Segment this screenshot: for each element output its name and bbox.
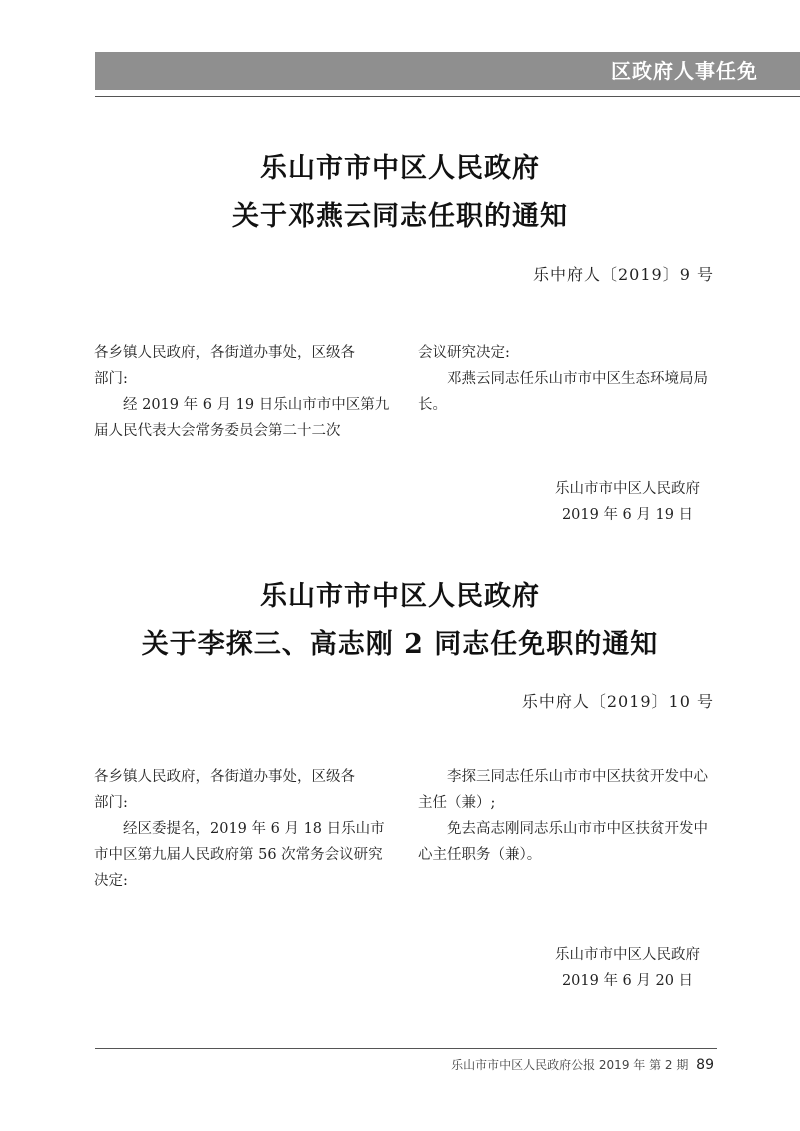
notice1-doc-number: 乐中府人〔2019〕9 号	[533, 265, 714, 284]
notice1-left-column	[94, 340, 394, 444]
notice2-issuer: 乐山市市中区人民政府	[555, 947, 700, 963]
notice1-salutation-line1: 各乡镇人民政府，各街道办事处，区级各	[94, 345, 355, 361]
footer-publication: 乐山市市中区人民政府公报 2019 年 第 2 期	[451, 1058, 689, 1072]
notice2-right-column	[418, 764, 718, 868]
header-band	[95, 52, 800, 90]
notice2-title-line1: 乐山市市中区人民政府	[260, 581, 540, 612]
notice1-right-column	[418, 340, 718, 418]
notice1-title-line1: 乐山市市中区人民政府	[260, 153, 540, 184]
section-title: 区政府人事任免	[611, 59, 758, 83]
notice2-signature	[555, 942, 700, 994]
notice2-salutation-line2: 部门:	[94, 795, 128, 811]
notice1-body-right2: 邓燕云同志任乐山市市中区生态环境局局长。	[418, 371, 708, 413]
notice2-body-right1: 李探三同志任乐山市市中区扶贫开发中心主任（兼）;	[418, 769, 708, 811]
notice2-date: 2019 年 6 月 20 日	[561, 973, 694, 989]
notice2-doc-number: 乐中府人〔2019〕10 号	[521, 692, 714, 711]
notice1-title-line2: 关于邓燕云同志任职的通知	[232, 201, 568, 232]
notice1-issuer: 乐山市市中区人民政府	[555, 481, 700, 497]
notice2-body-left: 经区委提名，2019 年 6 月 18 日乐山市市中区第九届人民政府第 56 次常务会议研究决定:	[94, 821, 385, 889]
notice1-body-right1: 会议研究决定:	[418, 345, 510, 361]
notice2-left-column	[94, 764, 394, 894]
notice1-signature	[555, 476, 700, 528]
page-number: 89	[696, 1057, 714, 1073]
footer-rule	[95, 1048, 717, 1049]
notice1-salutation-line2: 部门:	[94, 371, 128, 387]
notice1-body-left: 经 2019 年 6 月 19 日乐山市市中区第九届人民代表大会常务委员会第二十二次	[94, 397, 390, 439]
header-rule	[95, 96, 800, 97]
notice1-date: 2019 年 6 月 19 日	[561, 507, 694, 523]
footer	[451, 1056, 714, 1073]
notice2-title-line2: 关于李探三、高志刚 2 同志任免职的通知	[141, 629, 659, 660]
notice2-body-right2: 免去高志刚同志乐山市市中区扶贫开发中心主任职务（兼）。	[418, 821, 708, 863]
notice2-salutation-line1: 各乡镇人民政府，各街道办事处，区级各	[94, 769, 355, 785]
